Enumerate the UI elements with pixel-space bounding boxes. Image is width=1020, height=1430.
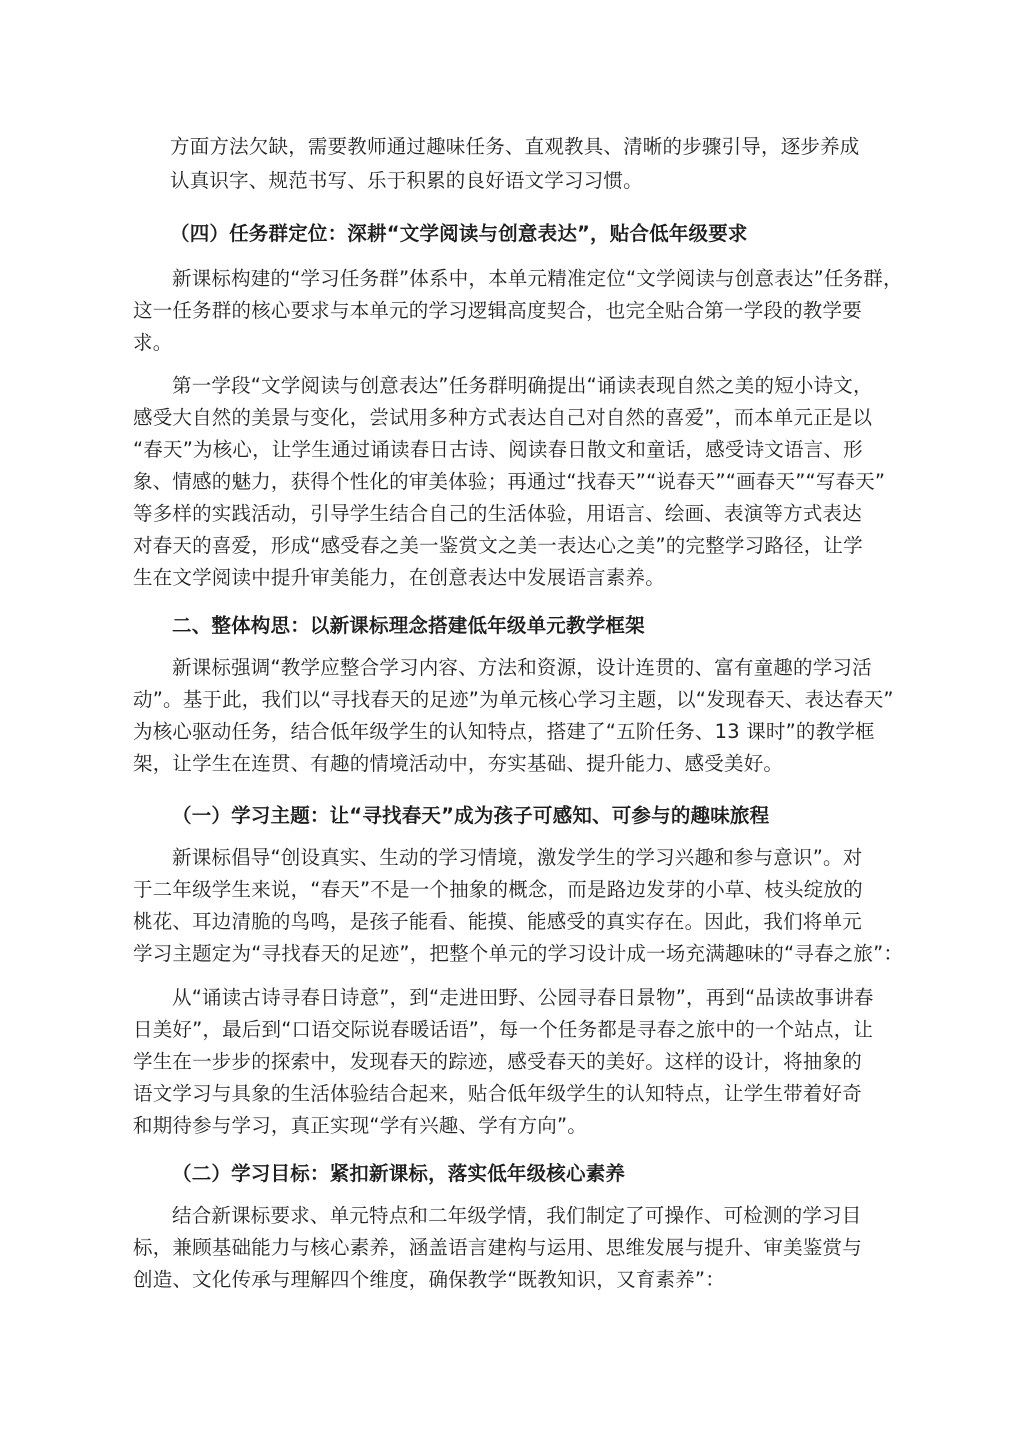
paragraph-line: 语文学习与具象的生活体验结合起来，贴合低年级学生的认知特点，让学生带着好奇 [133, 1082, 862, 1105]
paragraph-line: 生在文学阅读中提升审美能力，在创意表达中发展语言素养。 [133, 566, 665, 589]
paragraph-line: 认真识字、规范书写、乐于积累的良好语文学习习惯。 [170, 169, 643, 192]
paragraph-line: 和期待参与学习，真正实现“学有兴趣、学有方向”。 [133, 1114, 588, 1137]
paragraph-line: 这一任务群的核心要求与本单元的学习逻辑高度契合，也完全贴合第一学段的教学要 [133, 299, 862, 322]
section-heading: 二、整体构思：以新课标理念搭建低年级单元教学框架 [172, 614, 645, 637]
paragraph-line: 于二年级学生来说，“春天”不是一个抽象的概念，而是路边发芽的小草、枝头绽放的 [133, 878, 863, 901]
paragraph-line: 学生在一步步的探索中，发现春天的踪迹，感受春天的美好。这样的设计，将抽象的 [133, 1050, 862, 1073]
paragraph-line: 新课标强调“教学应整合学习内容、方法和资源，设计连贯的、富有童趣的学习活 [172, 656, 872, 679]
paragraph-line: 动”。基于此，我们以“寻找春天的足迹”为单元核心学习主题，以“发现春天、表达春天” [133, 688, 894, 711]
paragraph-line: 日美好”，最后到“口语交际说春暖话语”，每一个任务都是寻春之旅中的一个站点，让 [133, 1018, 874, 1041]
paragraph-line: 创造、文化传承与理解四个维度，确保教学“既教知识，又育素养”： [133, 1268, 725, 1291]
paragraph-line: 为核心驱动任务，结合低年级学生的认知特点，搭建了“五阶任务、13 课时”的教学框 [133, 720, 875, 743]
paragraph-line: 对春天的喜爱，形成“感受春之美一鉴赏文之美一表达心之美”的完整学习路径，让学 [133, 534, 863, 557]
paragraph-line: 学习主题定为“寻找春天的足迹”，把整个单元的学习设计成一场充满趣味的“寻春之旅”： [133, 942, 904, 965]
section-heading: （一）学习主题：让“寻找春天”成为孩子可感知、可参与的趣味旅程 [172, 804, 770, 827]
section-heading: （二）学习目标：紧扣新课标，落实低年级核心素养 [172, 1162, 626, 1185]
paragraph-line: 从“诵读古诗寻春日诗意”，到“走进田野、公园寻春日景物”，再到“品读故事讲春 [172, 986, 874, 1009]
section-heading: （四）任务群定位：深耕“文学阅读与创意表达”，贴合低年级要求 [170, 222, 748, 245]
paragraph-line: 架，让学生在连贯、有趣的情境活动中，夯实基础、提升能力、感受美好。 [133, 752, 784, 775]
paragraph-line: 感受大自然的美景与变化，尝试用多种方式表达自己对自然的喜爱”，而本单元正是以 [133, 406, 873, 429]
paragraph-line: 桃花、耳边清脆的鸟鸣，是孩子能看、能摸、能感受的真实存在。因此，我们将单元 [133, 910, 862, 933]
paragraph-line: 求。 [133, 331, 173, 354]
paragraph-line: 方面方法欠缺，需要教师通过趣味任务、直观教具、清晰的步骤引导，逐步养成 [170, 135, 860, 158]
paragraph-line: 第一学段“文学阅读与创意表达”任务群明确提出“诵读表现自然之美的短小诗文， [172, 374, 873, 397]
paragraph-line: 新课标构建的“学习任务群”体系中，本单元精准定位“文学阅读与创意表达”任务群， [172, 267, 903, 290]
paragraph-line: 标，兼顾基础能力与核心素养，涵盖语言建构与运用、思维发展与提升、审美鉴赏与 [133, 1236, 862, 1259]
paragraph-line: 象、情感的魅力，获得个性化的审美体验；再通过“找春天”“说春天”“画春天”“写春天” [133, 470, 886, 493]
paragraph-line: 结合新课标要求、单元特点和二年级学情，我们制定了可操作、可检测的学习目 [172, 1204, 862, 1227]
paragraph-line: “春天”为核心，让学生通过诵读春日古诗、阅读春日散文和童话，感受诗文语言、形 [133, 438, 863, 461]
paragraph-line: 新课标倡导“创设真实、生动的学习情境，激发学生的学习兴趣和参与意识”。对 [172, 846, 863, 869]
paragraph-line: 等多样的实践活动，引导学生结合自己的生活体验，用语言、绘画、表演等方式表达 [133, 502, 862, 525]
